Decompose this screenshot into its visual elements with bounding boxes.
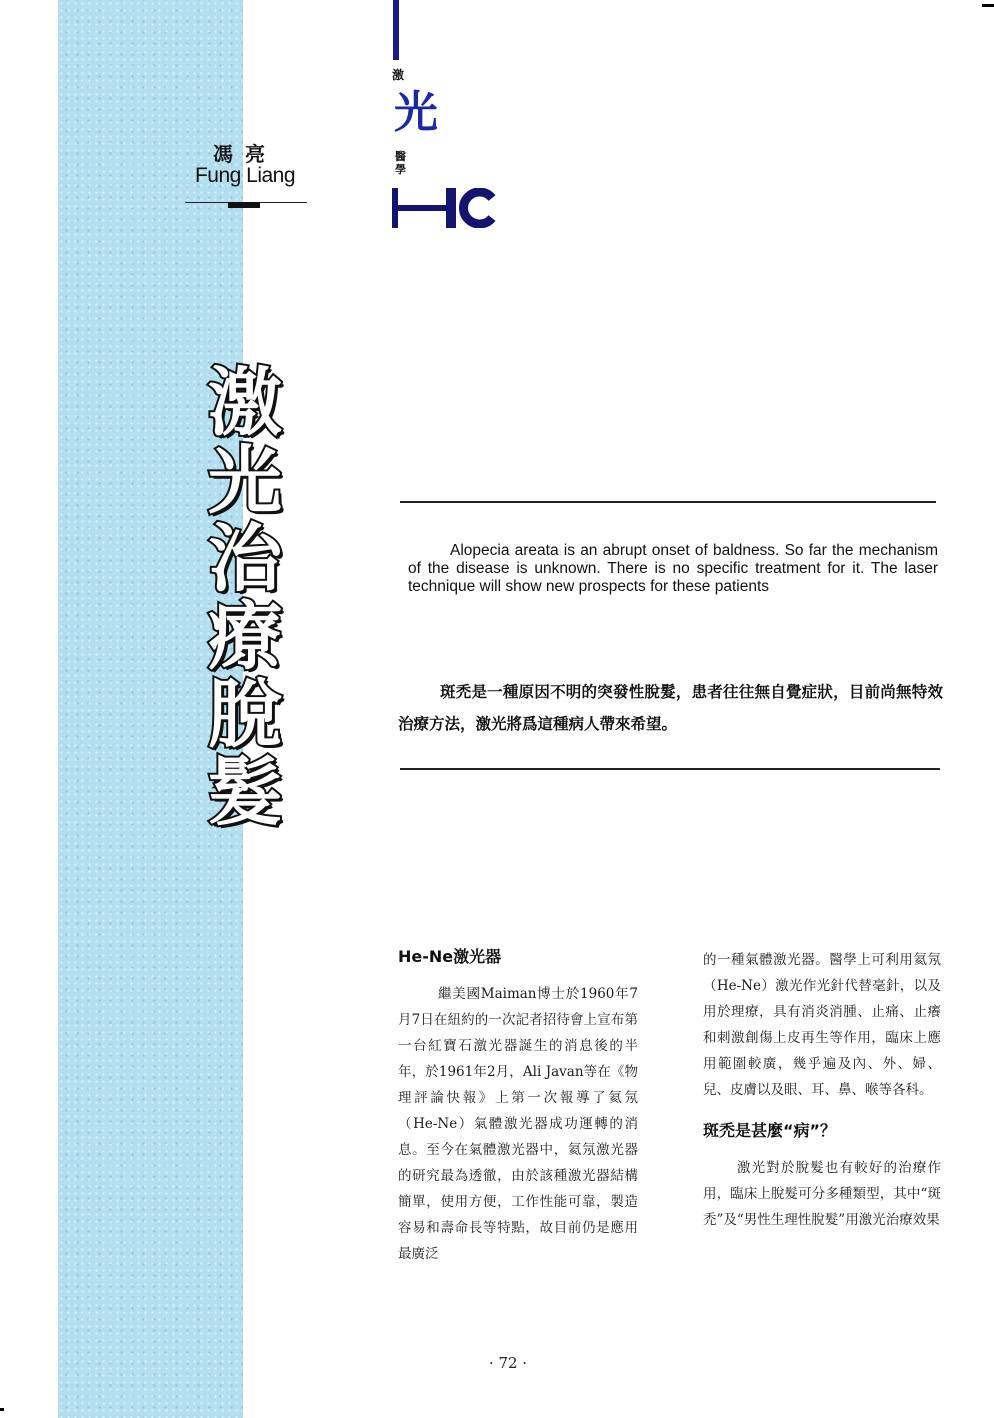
abstract-english [408,542,938,596]
body-paragraph: 的一種氣體激光器。醫學上可利用氦氖（He-Ne）激光作光針代替毫針，以及用於理療，具有消炎消腫、止痛、止癢和刺激創傷上皮再生等作用，臨床上應用範圍較廣，幾乎遍及內、外、婦、兒、皮膚以及眼、耳、鼻、喉等各科。 [703,952,941,1098]
column-logo-icon [392,188,502,228]
section-heading-hene: He-Ne激光器 [398,947,502,966]
section-heading-disease: 斑禿是甚麼“病”？ [703,1121,837,1140]
column-header-bar [393,0,399,60]
title-character: 脫 [208,672,282,758]
column-category-big-char: 光 [394,87,438,138]
column-category-chars: 醫學 [395,150,406,176]
abstract-english-text: Alopecia areata is an abrupt onset of baldness. So far the mechanism of the disease is unknown. There is no specific treatment for it. The laser technique will show new prospects for these patients [408,542,938,595]
crop-mark [982,4,994,7]
title-character: 療 [208,594,282,680]
body-column-left [398,947,638,1267]
article-title [195,360,295,836]
body-paragraph: 激光對於脫髮也有較好的治療作用，臨床上脫髮可分多種類型，其中“斑禿”及“男性生理性脫髮”用激光治療效果 [703,1160,941,1228]
body-paragraph: 繼美國Maiman博士於1960年7月7日在紐約的一次記者招待會上宣布第一台紅寶石激光器誕生的消息後的半年，於1961年2月，Ali Javan等在《物理評論快報》上第一次報導了氦氖（He-Ne）氣體激光器成功運轉的消息。至今在氣體激光器中，氦氖激光器的研究最為透徹，由於該種激光器結構簡單，使用方便，工作性能可靠，製造容易和壽命長等特點，故目前仍是應用最廣泛 [398,986,638,1262]
divider-top [400,501,936,503]
body-column-right [703,947,941,1251]
crop-mark [0,1408,4,1411]
title-character: 治 [208,516,282,602]
title-character: 激 [208,360,282,446]
author-name-english: Fung Liang [194,164,296,187]
page-number: · 72 · [488,1354,528,1372]
abstract-chinese [398,676,943,740]
title-character: 髮 [208,750,282,836]
column-category-char: 激 [392,68,405,82]
title-character: 光 [208,438,282,524]
divider-bottom [400,768,940,770]
abstract-chinese-text: 斑禿是一種原因不明的突發性脫髮，患者往往無自覺症狀，目前尚無特效治療方法，激光將爲這種病人帶來希望。 [398,683,943,733]
author-rule-bar [228,202,260,208]
author-name-chinese: 馮亮 [213,142,277,166]
